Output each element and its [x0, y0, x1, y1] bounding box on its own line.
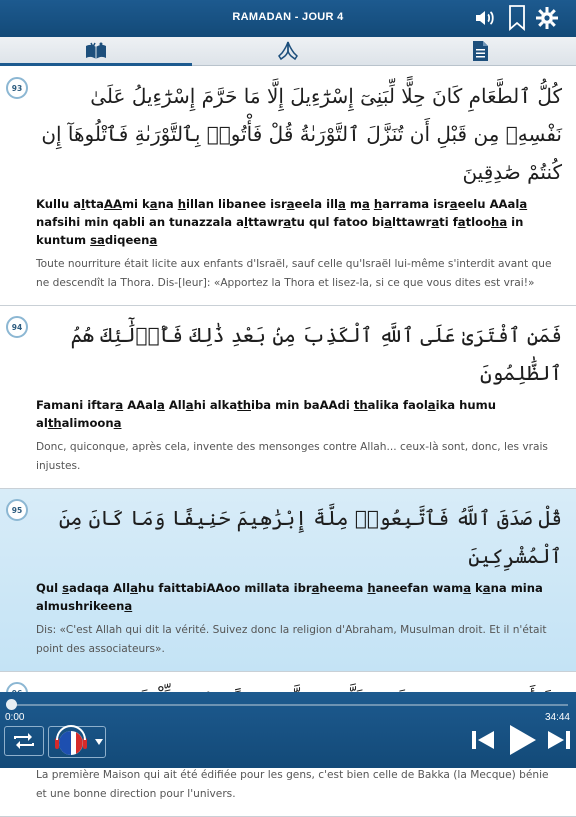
verse-item-active[interactable] — [0, 489, 576, 672]
verse-translation: Donc, quiconque, après cela, invente des mensonges contre Allah... ceux-là sont, donc, les vrais injustes. — [36, 441, 548, 472]
verse-translation: La première Maison qui ait été édifiée pour les gens, c'est bien celle de Bakka (la Mecque) bénie et une bonne direction pour l'univers. — [36, 769, 549, 800]
repeat-button[interactable] — [4, 726, 44, 756]
verse-number-badge: 94 — [6, 316, 28, 338]
verse-arabic-text: قُلْ صَدَقَ ٱللَّهُ فَٱتَّبِعُوا۟ مِلَّةَ إِبْرَٰهِيمَ حَنِيفًا وَمَا كَانَ مِنَ ٱلْمُشْرِكِينَ — [58, 506, 562, 568]
tab-text[interactable] — [384, 37, 576, 65]
france-flag-icon — [49, 727, 107, 759]
verse-number-badge: 95 — [6, 499, 28, 521]
praying-hands-icon — [276, 40, 300, 62]
verse-translation: Toute nourriture était licite aux enfants d'Israël, sauf celle qu'Israël lui-même s'interdit avant que ne descendît la Thora. Dis-[leur]: «Apportez la Thora et lisez-la, si ce que vous dites est vrai!» — [36, 258, 552, 289]
repeat-icon — [11, 731, 37, 751]
tab-prayer[interactable] — [192, 37, 384, 65]
progress-knob[interactable] — [6, 699, 17, 710]
language-button[interactable] — [48, 726, 106, 758]
verse-item[interactable] — [0, 67, 576, 306]
verse-transliteration: Famani iftara AAala Allahi alkathiba min baAAdi thalika faolaika humu althalimoona — [36, 398, 497, 430]
verse-arabic-text: فَمَنِ ٱفْتَرَىٰ عَلَى ٱللَّهِ ٱلْكَذِبَ مِنۢ بَعْدِ ذَٰلِكَ فَأُو۟لَٰٓئِكَ هُمُ ٱلظَّٰلِمُونَ — [70, 323, 562, 385]
verse-item[interactable] — [0, 306, 576, 489]
audio-player — [0, 692, 576, 768]
total-time: 34:44 — [544, 712, 570, 723]
play-icon[interactable] — [506, 723, 538, 757]
tab-bar — [0, 37, 576, 66]
verse-transliteration: Qul sadaqa Allahu faittabiAAoo millata ibraheema haneefan wama kana mina almushrikeena — [36, 581, 543, 613]
tab-quran[interactable] — [0, 37, 192, 65]
document-icon — [468, 40, 492, 62]
speaker-icon[interactable] — [473, 6, 497, 30]
verse-number-badge: 93 — [6, 77, 28, 99]
open-quran-book-icon — [84, 40, 108, 62]
current-time: 0:00 — [5, 712, 25, 723]
top-bar — [0, 0, 576, 37]
bookmark-icon[interactable] — [508, 5, 526, 31]
next-icon[interactable] — [546, 728, 572, 752]
previous-icon[interactable] — [470, 728, 496, 752]
verse-transliteration: Kullu alttaAAmi kana hillan libanee israeela illa ma harrama israeelu AAala nafsihi min qabli an tunazzala alttawratu qul fatoo bialttawrati fatlooha in kuntum sadiqeena — [36, 197, 528, 247]
page-title: RAMADAN - JOUR 4 — [232, 11, 344, 23]
verse-translation: Dis: «C'est Allah qui dit la vérité. Suivez donc la religion d'Abraham, Musulman droit. Et il n'était point des associateurs». — [36, 624, 547, 655]
gear-icon[interactable] — [535, 6, 559, 30]
progress-bar[interactable] — [10, 704, 568, 706]
verse-arabic-text: كُلُّ ٱلطَّعَامِ كَانَ حِلًّا لِّبَنِىٓ إِسْرَٰٓءِيلَ إِلَّا مَا حَرَّمَ إِسْرَٰٓءِيلُ عَلَىٰ نَفْسِهِۦ مِن قَبْلِ أَن تُنَزَّلَ ٱلتَّوْرَىٰةُ قُلْ فَأْتُوا۟ بِٱلتَّوْرَىٰةِ فَٱتْلُوهَآ إِن كُنتُمْ صَٰدِقِينَ — [41, 84, 562, 184]
